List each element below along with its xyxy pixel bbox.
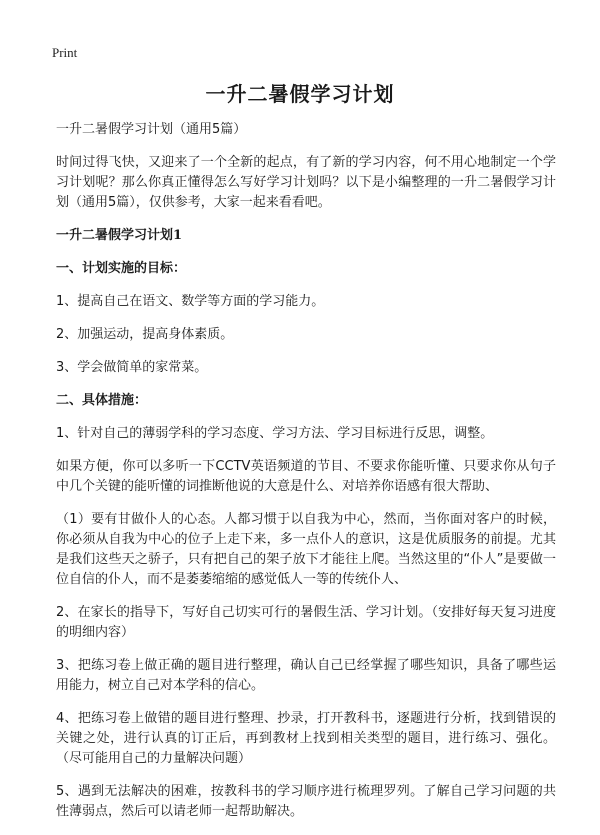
goal-item: 2、加强运动，提高身体素质。 — [56, 327, 234, 342]
measure-item: 5、遇到无法解决的困难，按教科书的学习顺序进行梳理罗列。了解自己学习问题的共性薄弱点，然后可以请老师一起帮助解决。 — [56, 784, 556, 819]
goal-item: 1、提高自己在语文、数学等方面的学习能力。 — [56, 294, 325, 309]
measure-item: （1）要有甘做仆人的心态。人都习惯于以自我为中心，然而，当你面对客户的时候，你必须从自我为中心的位子上走下来，多一点仆人的意识，这是优质服务的前提。尤其是我们这些天之骄子，只有把自己的架子放下才能往上爬。当然这里的“仆人”是要做一位自信的仆人，而不是萎萎缩缩的感觉低人一等的传统仆人、 — [56, 512, 556, 587]
intro-paragraph: 时间过得飞快，又迎来了一个全新的起点，有了新的学习内容，何不用心地制定一个学习计划呢？那么你真正懂得怎么写好学习计划吗？以下是小编整理的一升二暑假学习计划（通用5篇），仅供参考，大家一起来看看吧。 — [56, 155, 556, 210]
article-subtitle: 一升二暑假学习计划（通用5篇） — [56, 122, 247, 137]
print-link[interactable]: Print — [52, 45, 78, 60]
section-title: 一升二暑假学习计划1 — [56, 228, 183, 243]
measure-item: 如果方便，你可以多听一下CCTV英语频道的节目、不要求你能听懂、只要求你从句子中几个关键的能听懂的词推断他说的大意是什么、对培养你语感有很大帮助、 — [56, 459, 556, 494]
measures-heading: 二、具体措施： — [56, 393, 148, 408]
measure-item: 1、针对自己的薄弱学科的学习态度、学习方法、学习目标进行反思，调整。 — [56, 426, 494, 441]
measure-item: 4、把练习卷上做错的题目进行整理、抄录，打开教科书，逐题进行分析，找到错误的关键之处，进行认真的订正后，再到教材上找到相关类型的题目，进行练习、强化。（尽可能用自己的力量解决问题） — [56, 711, 556, 766]
goal-item: 3、学会做简单的家常菜。 — [56, 360, 208, 375]
measure-item: 2、在家长的指导下，写好自己切实可行的暑假生活、学习计划。（安排好每天复习进度的明细内容） — [56, 605, 556, 640]
page-title: 一升二暑假学习计划 — [205, 82, 395, 106]
article-body — [56, 120, 556, 835]
measure-item: 3、把练习卷上做正确的题目进行整理，确认自己已经掌握了哪些知识，具备了哪些运用能力，树立自己对本学科的信心。 — [56, 658, 556, 693]
goals-heading: 一、计划实施的目标： — [56, 261, 187, 276]
